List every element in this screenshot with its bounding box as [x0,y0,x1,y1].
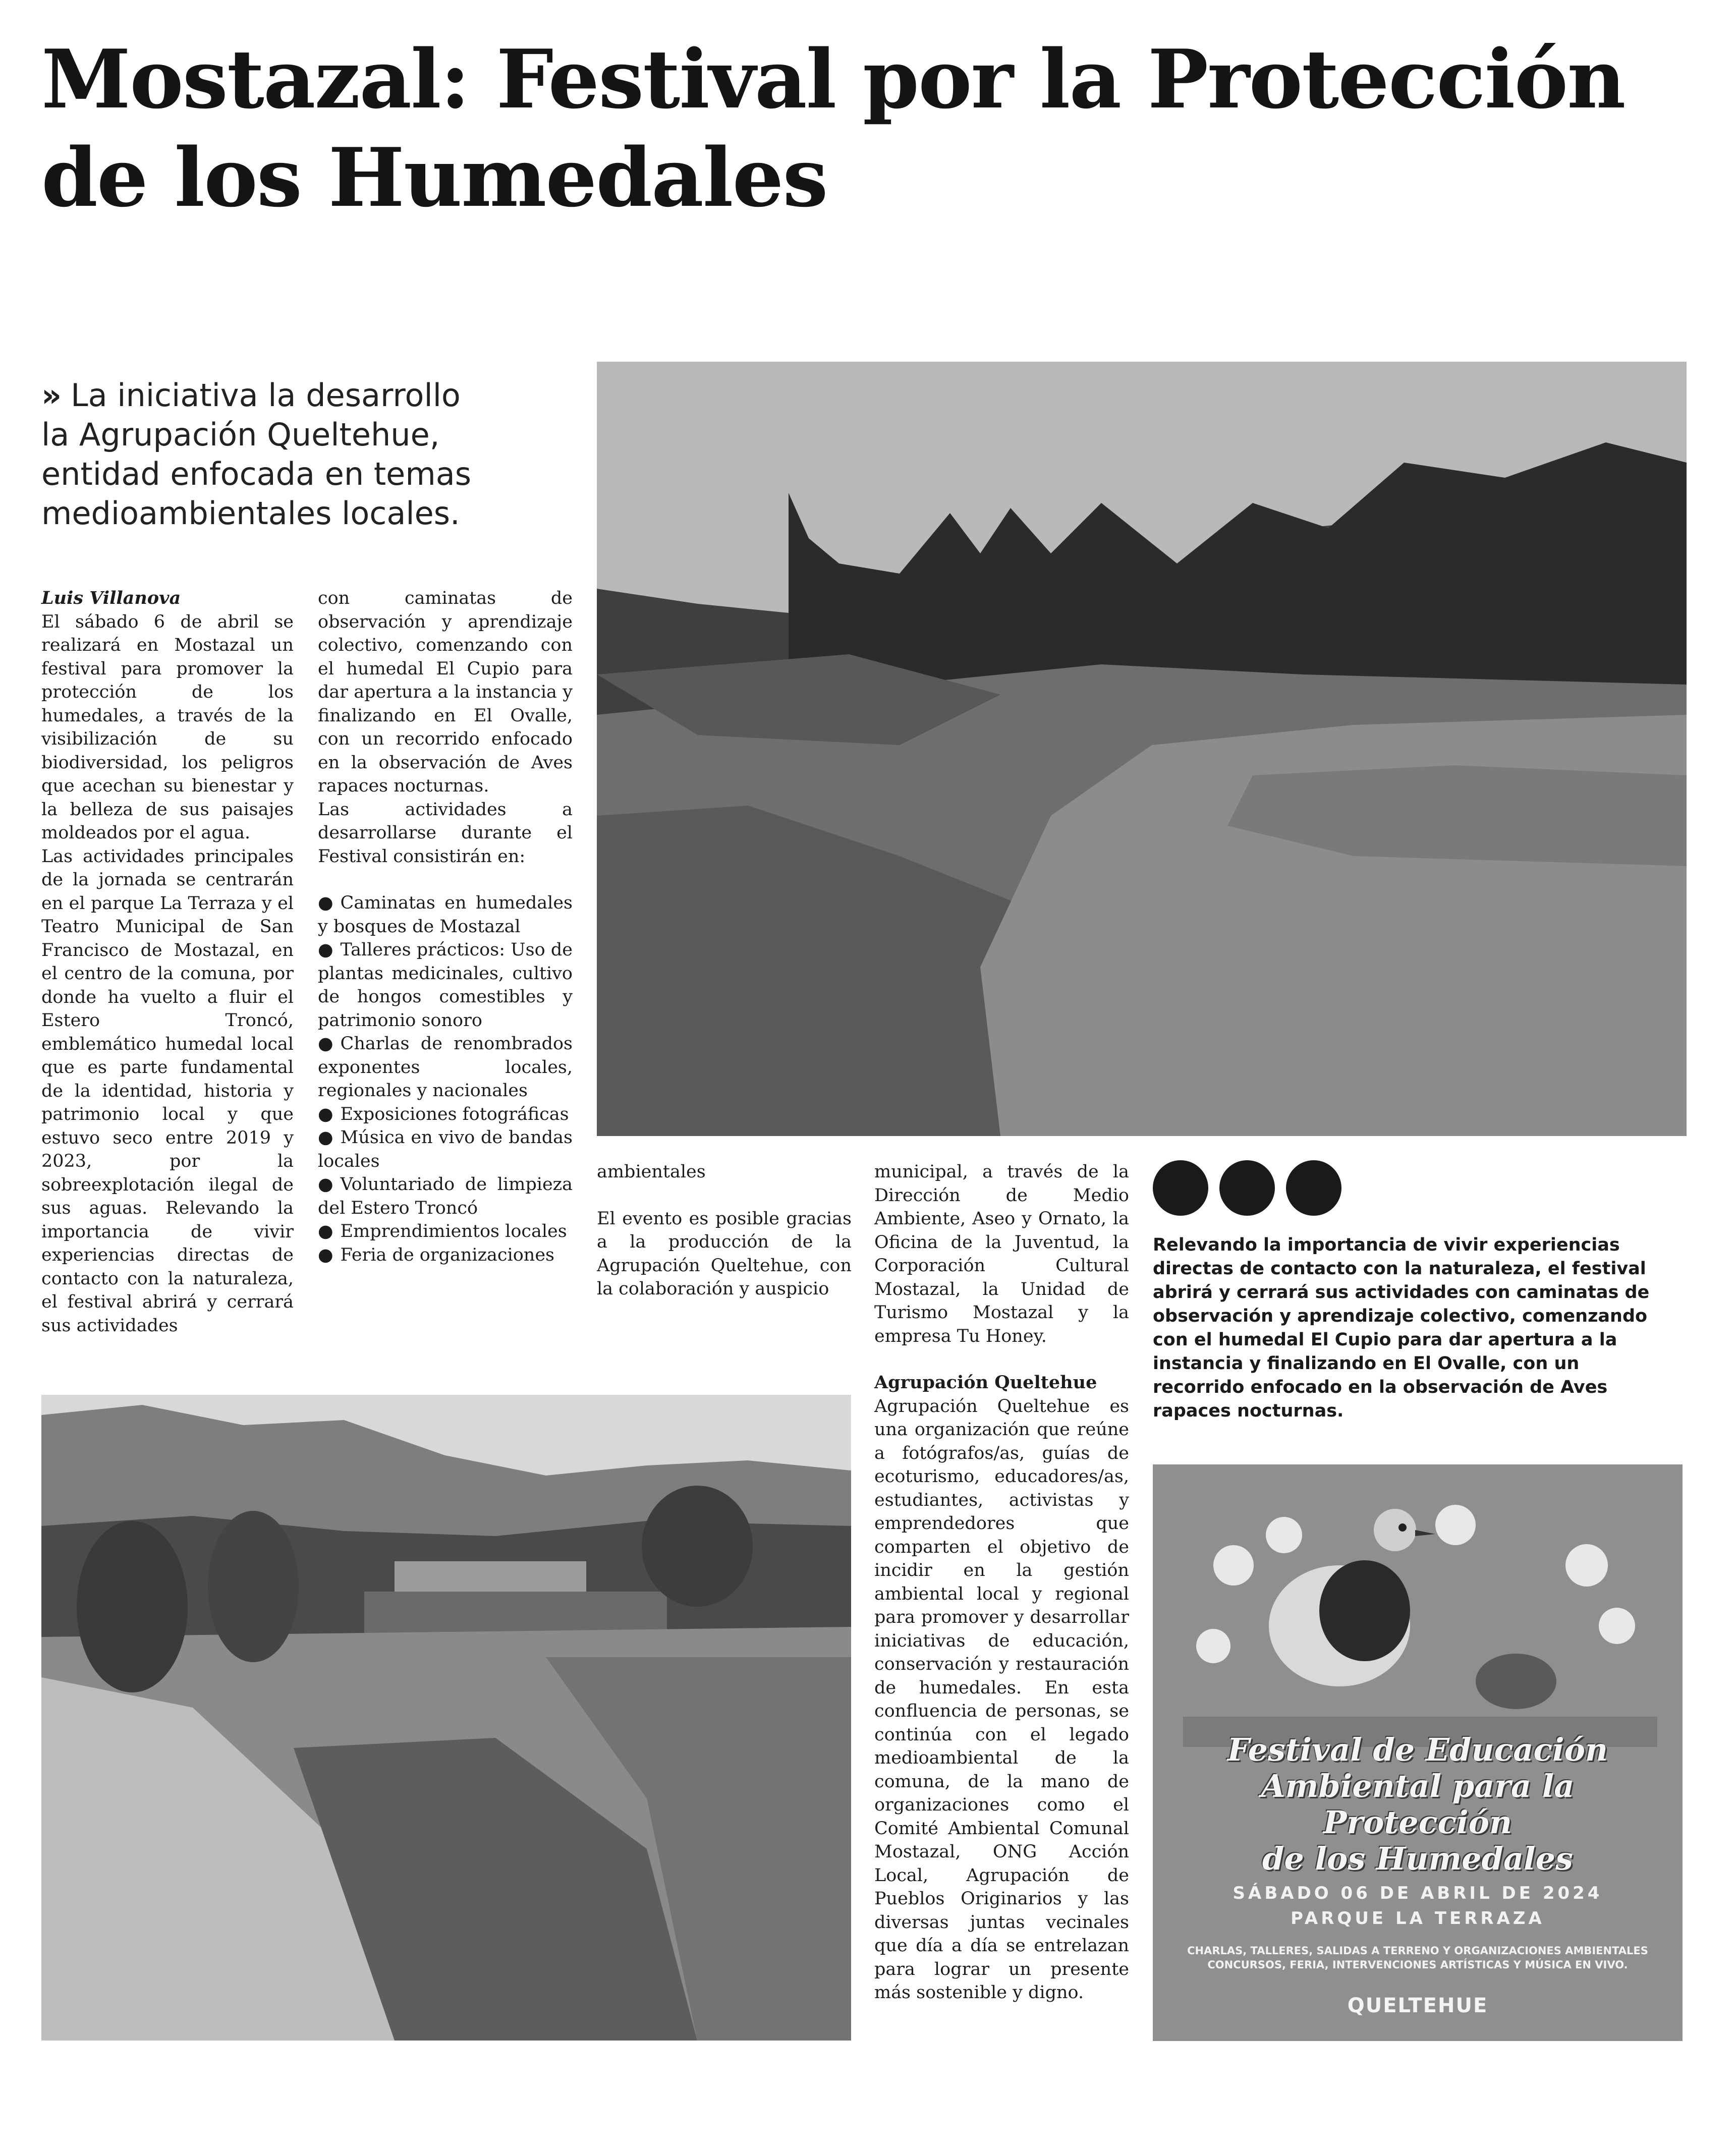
dot-icon [1153,1160,1208,1216]
deck-line-3: entidad enfocada en temas [41,456,472,492]
bullet-icon: ● [318,1221,333,1241]
list-item: ● Feria de organizaciones [318,1243,573,1267]
col3-paragraph-1: ambientales [597,1162,706,1182]
poster-illustration [1153,1464,1683,1747]
poster-date: SÁBADO 06 DE ABRIL DE 2024 [1233,1883,1603,1903]
bullet-icon: ● [318,893,333,913]
column-1 [41,587,294,1337]
poster-title-line-2: Ambiental para la Protección [1261,1768,1575,1841]
col2-paragraph-2: Las actividades a desarrollarse durante el Festival consistirán en: [318,799,573,867]
activities-list [318,891,573,1267]
list-item: ● Música en vivo de bandas locales [318,1126,573,1173]
poster-title-line-1: Festival de Educación [1227,1731,1608,1768]
list-item: ● Caminatas en humedales y bosques de Mostazal [318,891,573,938]
bullet-icon: ● [318,1127,333,1148]
byline: Luis Villanova [41,588,181,608]
deck-mark: » [41,377,62,414]
list-item: ● Talleres prácticos: Uso de plantas medicinales, cultivo de hongos comestibles y patrimonio sonoro [318,938,573,1032]
deck-line-4: medioambientales locales. [41,495,460,532]
col4-paragraph-2: Agrupación Queltehue es una organización que reúne a fotógrafos/as, guías de ecoturismo, educadores/as, estudiantes, activistas y emprendedores que comparten el objetivo de incidir en la gestión ambiental local y regional para promover y desarrollar iniciativas de educación, conservación y restauración de humedales. En esta confluencia de personas, se continúa con el legado medioambiental de la comuna, de la mano de organizaciones como el Comité Ambiental Comunal Mostazal, ONG Acción Local, Agrupación de Pueblos Originarios y las diversas juntas vecinales que día a día se entrelazan para lograr un presente más sostenible y digno. [874,1396,1129,2003]
deck-line-1: La iniciativa la desarrollo [71,377,461,414]
river-photo [41,1395,851,2041]
poster-subtitle-line-1: CHARLAS, TALLERES, SALIDAS A TERRENO Y ORGANIZACIONES AMBIENTALES [1187,1945,1648,1957]
pull-quote: Relevando la importancia de vivir experiencias directas de contacto con la naturaleza, el festival abrirá y cerrará sus actividades con caminatas de observación y aprendizaje colectivo, comenzando con el humedal El Cupio para dar apertura a la instancia y finalizando en El Ovalle, con un recorrido enfocado en la observación de Aves rapaces nocturnas. [1153,1235,1650,1421]
poster-place: PARQUE LA TERRAZA [1291,1908,1545,1929]
deck-line-2: la Agrupación Queltehue, [41,416,440,453]
deck [41,376,586,533]
list-item: ● Voluntariado de limpieza del Estero Troncó [318,1173,573,1220]
column-2 [318,587,573,1267]
col4-paragraph-1: municipal, a través de la Dirección de Medio Ambiente, Aseo y Ornato, la Oficina de la Juventud, la Corporación Cultural Mostazal, la Unidad de Turismo Mostazal y la empresa Tu Honey. [874,1162,1129,1346]
bullet-icon: ● [318,1104,333,1124]
festival-poster [1153,1464,1683,2041]
col1-paragraph-2: Las actividades principales de la jornada se centrarán en el parque La Terraza y el Teatro Municipal de San Francisco de Mostazal, en el centro de la comuna, por donde ha vuelto a fluir el Estero Troncó, emblemático humedal local que es parte fundamental de la identidad, historia y patrimonio local y que estuvo seco entre 2019 y 2023, por la sobreexplotación ilegal de sus aguas. Relevando la importancia de vivir experiencias directas de contacto con la naturaleza, el festival abrirá y cerrará sus actividades [41,846,294,1336]
col2-paragraph-1: con caminatas de observación y aprendizaje colectivo, comenzando con el humedal El Cupio para dar apertura a la instancia y finalizando en El Ovalle, con un recorrido enfocado en la observación de Aves rapaces nocturnas. [318,588,573,796]
list-item: ● Charlas de renombrados exponentes locales, regionales y nacionales [318,1032,573,1103]
dot-icon [1286,1160,1341,1216]
column-4 [874,1160,1129,2005]
list-item: ● Exposiciones fotográficas [318,1103,573,1126]
list-item: ● Emprendimientos locales [318,1220,573,1243]
poster-subtitle [1168,1944,1667,1972]
poster-title [1173,1732,1662,1877]
wetland-photo [597,362,1687,1136]
col3-paragraph-2: El evento es posible gracias a la producción de la Agrupación Queltehue, con la colaboración y auspicio [597,1208,852,1299]
subhead-agrupacion: Agrupación Queltehue [874,1372,1097,1393]
bullet-icon: ● [318,1034,333,1054]
bullet-icon: ● [318,1174,333,1195]
bullet-icon: ● [318,1244,333,1265]
queltehue-logo: QUELTEHUE [1347,1994,1488,2017]
bullet-icon: ● [318,940,333,960]
poster-subtitle-line-2: CONCURSOS, FERIA, INTERVENCIONES ARTÍSTICAS Y MÚSICA EN VIVO. [1207,1959,1628,1971]
col1-paragraph-1: El sábado 6 de abril se realizará en Mostazal un festival para promover la protección de los humedales, a través de la visibilización de su biodiversidad, los peligros que acechan su bienestar y la belleza de sus paisajes moldeados por el agua. [41,611,294,843]
headline: Mostazal: Festival por la Protección de los Humedales [41,32,1625,225]
column-3 [597,1160,852,1301]
dot-icon [1219,1160,1275,1216]
decorative-dots [1153,1160,1365,1216]
poster-title-line-3: de los Humedales [1262,1840,1573,1877]
